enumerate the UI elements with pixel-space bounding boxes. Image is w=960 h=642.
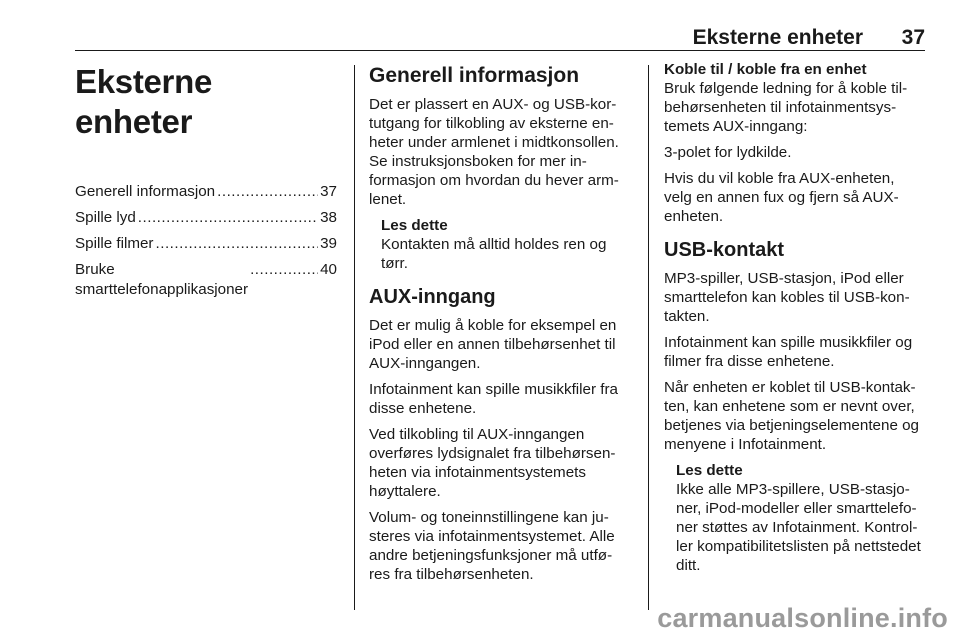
toc-label: Generell informasjon <box>75 183 216 200</box>
toc-leader <box>138 208 318 228</box>
header-title: Eksterne enheter <box>692 26 863 49</box>
paragraph: Hvis du vil koble fra AUX-enheten, velg en annen fux og fjern så AUX-enheten. <box>664 170 899 225</box>
paragraph: Infotainment kan spille musikkfiler og filmer fra disse enhetene. <box>664 334 913 370</box>
toc-page: 38 <box>320 209 337 226</box>
sub-heading-connect: Koble til / koble fra en enhet <box>664 61 867 78</box>
paragraph: MP3-spiller, USB-stasjon, iPod eller smarttelefon kan kobles til USB-kon-takten. <box>664 270 910 325</box>
toc-leader <box>250 260 318 280</box>
toc-entry[interactable] <box>75 208 337 228</box>
section-heading-aux: AUX-inngang <box>369 286 496 308</box>
toc-page: 40 <box>320 261 337 278</box>
paragraph: Ved tilkobling til AUX-inngangen overføres lydsignalet fra tilbehørsen-heten via infotainmentsystemets høyttalere. <box>369 426 616 500</box>
toc-column <box>75 60 337 306</box>
watermark: carmanualsonline.info <box>657 603 948 633</box>
toc-label: Spille lyd <box>75 209 136 226</box>
section-heading-usb: USB-kontakt <box>664 239 785 261</box>
chapter-title: Eksterne enheter <box>75 63 213 140</box>
paragraph: Volum- og toneinnstillingene kan ju-steres via infotainmentsystemet. Alle andre betjeningsfunksjoner må utfø-res fra tilbehørsenheten. <box>369 509 615 583</box>
note-box <box>676 461 926 575</box>
page-number: 37 <box>901 26 925 49</box>
toc-leader <box>156 234 319 254</box>
toc-page: 39 <box>320 235 337 252</box>
paragraph: 3-polet for lydkilde. <box>664 144 792 161</box>
section-heading-general: Generell informasjon <box>369 64 580 87</box>
toc-entry[interactable] <box>75 234 337 254</box>
paragraph: Infotainment kan spille musikkfiler fra disse enhetene. <box>369 381 619 417</box>
middle-column <box>369 60 632 591</box>
toc-leader <box>217 182 318 202</box>
toc-label: Spille filmer <box>75 235 154 252</box>
note-text: Kontakten må alltid holdes ren og tørr. <box>381 236 607 272</box>
toc-page: 37 <box>320 183 337 200</box>
paragraph: Når enheten er koblet til USB-kontak-ten, kan enhetene som er nevnt over, betjenes via betjeningselementene og menyene i Infotainment. <box>664 379 919 453</box>
note-title: Les dette <box>676 462 743 479</box>
note-title: Les dette <box>381 217 448 234</box>
column-divider <box>648 65 649 610</box>
page-header <box>75 26 925 51</box>
paragraph: Det er plassert en AUX- og USB-kor-tutgang for tilkobling av eksterne en-heter under armlenet i midtkonsollen. Se instruksjonsboken for mer in-formasjon om hvordan du hever arm-lenet. <box>369 96 619 208</box>
right-column <box>664 60 926 583</box>
paragraph: Bruk følgende ledning for å koble til-behørsenheten til infotainmentsys-temets AUX-inngang: <box>664 80 908 135</box>
note-text: Ikke alle MP3-spillere, USB-stasjo-ner, iPod-modeller eller smarttelefo-ner støttes av Infotainment. Kontrol-ler kompatibilitetslisten på nettstedet ditt. <box>676 481 921 574</box>
paragraph: Det er mulig å koble for eksempel en iPod eller en annen tilbehørsenhet til AUX-inngangen. <box>369 317 617 372</box>
toc-label: Bruke smarttelefonapplikasjoner <box>75 261 249 298</box>
column-divider <box>354 65 355 610</box>
toc-entry[interactable] <box>75 260 337 300</box>
note-box <box>381 216 632 273</box>
toc-entry[interactable] <box>75 182 337 202</box>
